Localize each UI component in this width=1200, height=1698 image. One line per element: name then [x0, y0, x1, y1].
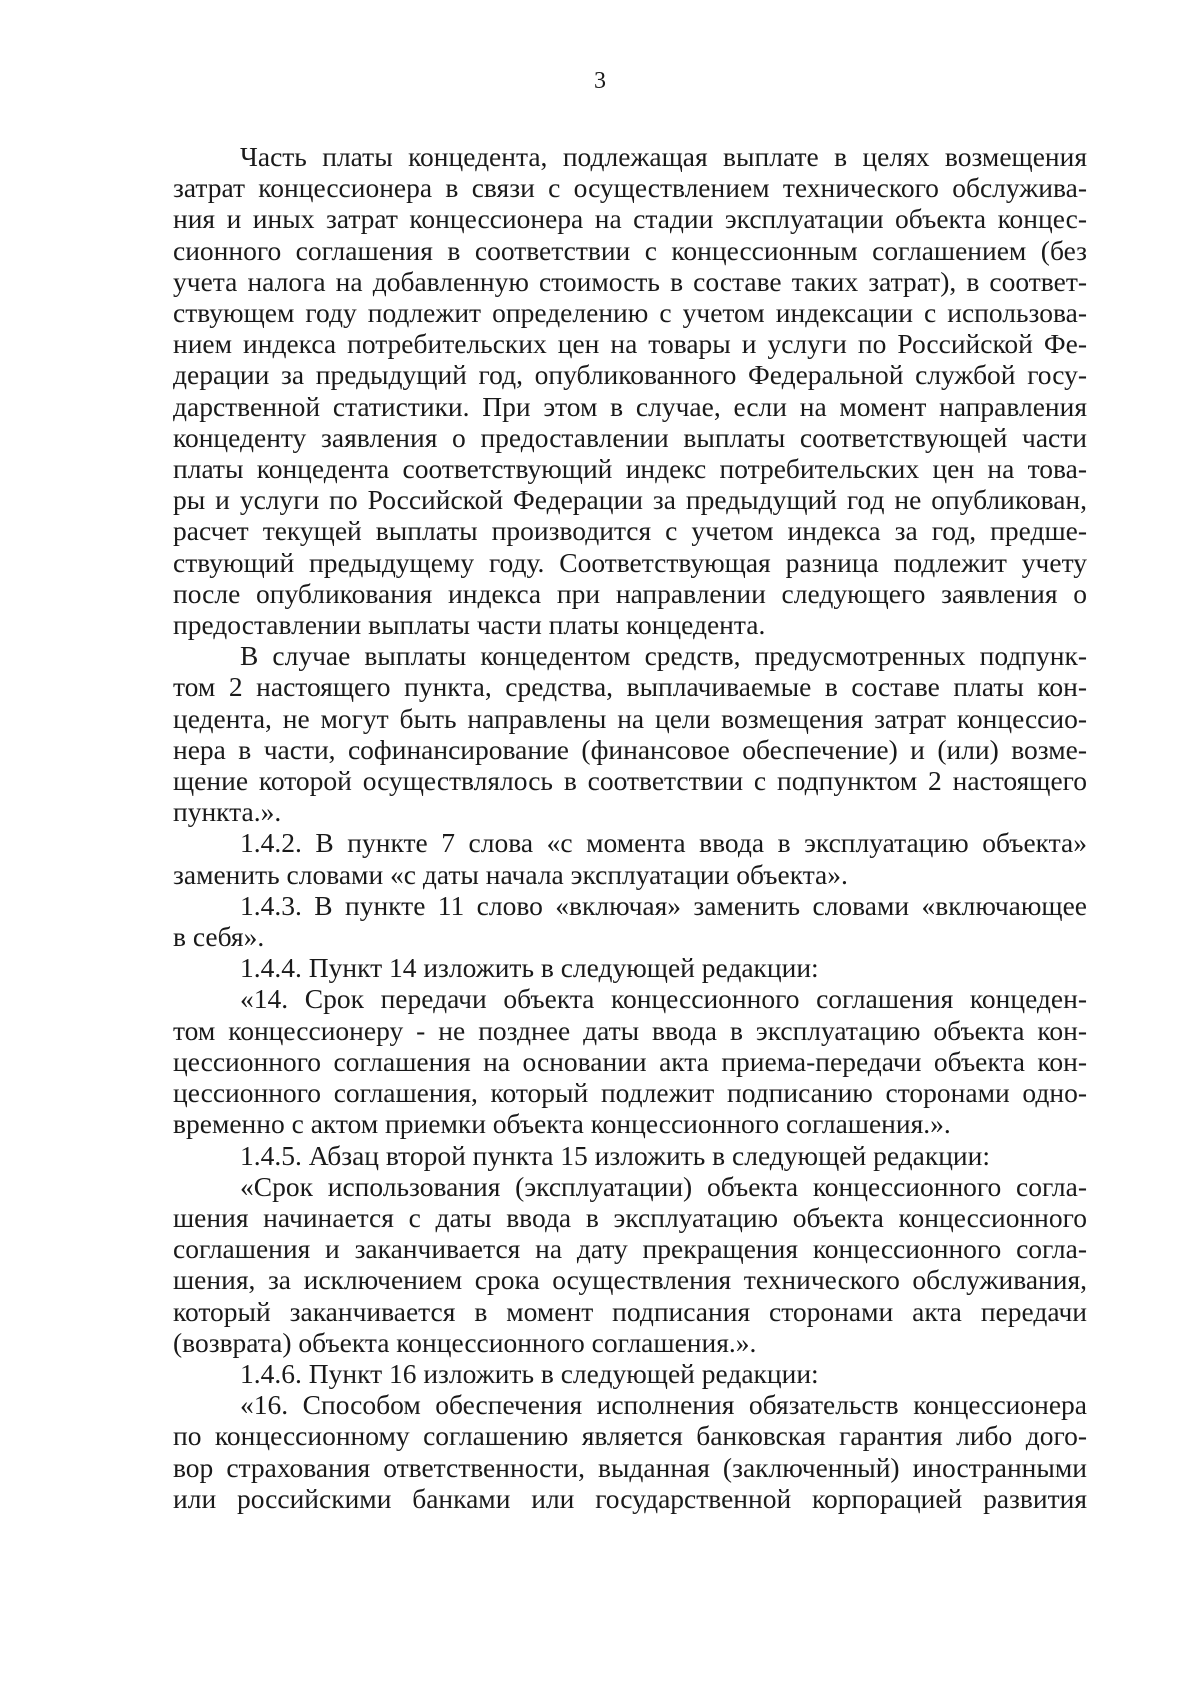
text-line: заменить словами «с даты начала эксплуатации объекта».	[173, 858, 848, 890]
text-line: «16. Способом обеспечения исполнения обязательств концессионера	[240, 1389, 1087, 1421]
text-line: шения начинается с даты ввода в эксплуатацию объекта концессионного	[173, 1201, 1087, 1233]
paragraph	[173, 141, 1087, 640]
text-line: щение которой осуществлялось в соответствии с подпунктом 2 настоящего	[173, 765, 1087, 797]
text-line: «14. Срок передачи объекта концессионного соглашения концеден-	[240, 983, 1087, 1015]
text-line: В случае выплаты концедентом средств, предусмотренных подпунк-	[240, 640, 1087, 672]
text-line: том 2 настоящего пункта, средства, выплачиваемые в составе платы кон-	[173, 671, 1087, 703]
paragraph	[173, 1389, 1087, 1514]
page-number: 3	[594, 68, 606, 94]
text-line: 1.4.5. Абзац второй пункта 15 изложить в следующей редакции:	[240, 1139, 991, 1171]
text-line: пункта.».	[173, 796, 282, 828]
document-body	[173, 141, 1087, 1514]
text-line: цессионного соглашения, который подлежит подписанию сторонами одно-	[173, 1077, 1087, 1109]
text-line: в себя».	[173, 921, 265, 953]
text-line: соглашения и заканчивается на дату прекращения концессионного согла-	[173, 1233, 1087, 1265]
paragraph	[173, 890, 1087, 952]
text-line: ры и услуги по Российской Федерации за предыдущий год не опубликован,	[173, 484, 1087, 516]
text-line: затрат концессионера в связи с осуществлением технического обслужива-	[173, 172, 1087, 204]
text-line: 1.4.3. В пункте 11 слово «включая» заменить словами «включающее	[240, 889, 1087, 921]
paragraph	[173, 952, 1087, 983]
paragraph	[173, 1358, 1087, 1389]
paragraph	[173, 827, 1087, 889]
text-line: дарственной статистики. При этом в случае, если на момент направления	[173, 390, 1087, 422]
text-line: предоставлении выплаты части платы концедента.	[173, 609, 766, 641]
text-line: который заканчивается в момент подписания сторонами акта передачи	[173, 1295, 1087, 1327]
text-line: Часть платы концедента, подлежащая выплате в целях возмещения	[240, 141, 1087, 172]
text-line: цессионного соглашения на основании акта приема-передачи объекта кон-	[173, 1045, 1087, 1077]
text-line: ния и иных затрат концессионера на стадии эксплуатации объекта концес-	[173, 203, 1087, 235]
text-line: том концессионеру - не позднее даты ввода в эксплуатацию объекта кон-	[173, 1014, 1087, 1046]
text-line: «Срок использования (эксплуатации) объекта концессионного согла-	[240, 1170, 1087, 1202]
text-line: по концессионному соглашению является банковская гарантия либо дого-	[173, 1420, 1087, 1452]
text-line: ствующий предыдущему году. Соответствующая разница подлежит учету	[173, 546, 1087, 578]
text-line: дерации за предыдущий год, опубликованного Федеральной службой госу-	[173, 359, 1087, 391]
text-line: 1.4.6. Пункт 16 изложить в следующей редакции:	[240, 1357, 819, 1389]
text-line: ствующем году подлежит определению с учетом индексации с использова-	[173, 297, 1087, 329]
text-line: расчет текущей выплаты производится с учетом индекса за год, предше-	[173, 515, 1087, 547]
text-line: учета налога на добавленную стоимость в составе таких затрат), в соответ-	[173, 265, 1087, 297]
paragraph	[173, 1171, 1087, 1358]
text-line: 1.4.2. В пункте 7 слова «с момента ввода в эксплуатацию объекта»	[240, 827, 1087, 859]
text-line: нера в части, софинансирование (финансовое обеспечение) и (или) возме-	[173, 733, 1087, 765]
text-line: шения, за исключением срока осуществления технического обслуживания,	[173, 1264, 1087, 1296]
text-line: (возврата) объекта концессионного соглашения.».	[173, 1326, 757, 1358]
paragraph	[173, 640, 1087, 827]
text-line: или российскими банками или государственной корпорацией развития	[173, 1482, 1087, 1514]
paragraph	[173, 983, 1087, 1139]
text-line: после опубликования индекса при направлении следующего заявления о	[173, 577, 1087, 609]
text-line: цедента, не могут быть направлены на цели возмещения затрат концессио-	[173, 702, 1087, 734]
text-line: платы концедента соответствующий индекс потребительских цен на това-	[173, 453, 1087, 485]
paragraph	[173, 1140, 1087, 1171]
text-line: временно с актом приемки объекта концессионного соглашения.».	[173, 1108, 951, 1140]
text-line: нием индекса потребительских цен на товары и услуги по Российской Фе-	[173, 328, 1087, 360]
text-line: концеденту заявления о предоставлении выплаты соответствующей части	[173, 421, 1087, 453]
text-line: 1.4.4. Пункт 14 изложить в следующей редакции:	[240, 952, 819, 984]
text-line: вор страхования ответственности, выданная (заключенный) иностранными	[173, 1451, 1087, 1483]
text-line: сионного соглашения в соответствии с концессионным соглашением (без	[173, 234, 1087, 266]
